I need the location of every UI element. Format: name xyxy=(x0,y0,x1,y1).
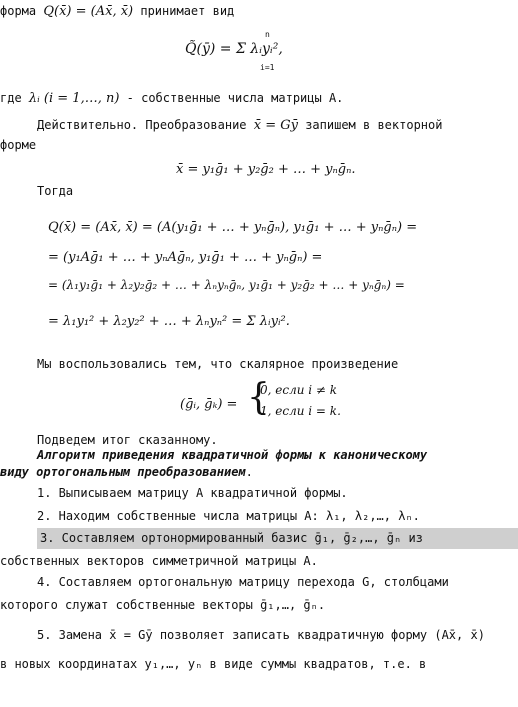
where-prefix: где xyxy=(0,91,22,105)
step-4a: 4. Составляем ортогональную матрицу перехода G, столбцами xyxy=(37,575,449,589)
equation-line-2: = (y₁Aḡ₁ + … + yₙAḡₙ, y₁ḡ₁ + … + yₙḡₙ) = xyxy=(48,250,323,265)
intro-formula: Q(x̄) = (Ax̄, x̄) xyxy=(43,4,134,19)
then-word: Тогда xyxy=(37,184,74,198)
algorithm-title-dot: . xyxy=(245,465,253,479)
step-5b: в новых координатах y₁,…, yₙ в виде суммы квадратов, т.е. в xyxy=(0,657,427,671)
case-1: 0, если i ≠ k xyxy=(260,383,338,397)
summary-line: Подведем итог сказанному. xyxy=(37,433,218,447)
case-brace: { xyxy=(247,377,270,418)
case-2: 1, если i = k. xyxy=(260,404,341,418)
step-3a: 3. Составляем ортонормированный базис ḡ₁, ḡ₂,…, ḡₙ из xyxy=(40,531,423,545)
intro-text: форма xyxy=(0,4,37,18)
indeed-tail: запишем в векторной xyxy=(305,118,443,132)
indeed-line xyxy=(37,118,442,133)
intro-line xyxy=(0,4,234,19)
equation-line-3: = (λ₁y₁ḡ₁ + λ₂y₂ḡ₂ + … + λₙyₙḡₙ, y₁ḡ₁ + y₂ḡ₂ + … + yₙḡₙ) = xyxy=(48,278,405,292)
where-tail: - собственные числа матрицы A. xyxy=(126,91,344,105)
where-line xyxy=(0,91,343,106)
step-3b: собственных векторов симметричной матрицы A. xyxy=(0,554,318,568)
scalar-lhs: (ḡᵢ, ḡₖ) = xyxy=(180,397,238,412)
canonical-formula xyxy=(185,42,283,57)
step-4b: которого служат собственные векторы ḡ₁,…, ḡₙ. xyxy=(0,598,326,612)
step-5a: 5. Замена x̄ = Gȳ позволяет записать квадратичную форму (Ax̄, x̄) xyxy=(37,628,485,642)
equation-line-1: Q(x̄) = (Ax̄, x̄) = (A(y₁ḡ₁ + … + yₙḡₙ), y₁ḡ₁ + … + yₙḡₙ) = xyxy=(48,220,418,235)
algorithm-title-1: Алгоритм приведения квадратичной формы к каноническому xyxy=(37,448,428,462)
algorithm-title-2-text: виду ортогональным преобразованием xyxy=(0,465,246,479)
indeed-text: Действительно. Преобразование xyxy=(37,118,247,132)
sum-lower-limit: i=1 xyxy=(260,63,275,72)
sum-upper-limit: n xyxy=(265,30,270,39)
indeed-formula: x̄ = Gȳ xyxy=(253,118,298,133)
where-formula: λᵢ (i = 1,…, n) xyxy=(28,91,120,106)
step-2: 2. Находим собственные числа матрицы A: λ₁, λ₂,…, λₙ. xyxy=(37,509,420,523)
equation-line-4: = λ₁y₁² + λ₂y₂² + … + λₙyₙ² = Σ λᵢyᵢ². xyxy=(48,314,290,329)
intro-tail: принимает вид xyxy=(140,4,235,18)
canonical-formula-text: Q̃(ȳ) = Σ λᵢyᵢ², xyxy=(185,41,283,57)
used-line: Мы воспользовались тем, что скалярное произведение xyxy=(37,357,399,371)
form-word: форме xyxy=(0,138,37,152)
algorithm-title-2 xyxy=(0,465,253,480)
vector-formula: x̄ = y₁ḡ₁ + y₂ḡ₂ + … + yₙḡₙ. xyxy=(176,162,356,177)
step-1: 1. Выписываем матрицу A квадратичной формы. xyxy=(37,486,348,500)
